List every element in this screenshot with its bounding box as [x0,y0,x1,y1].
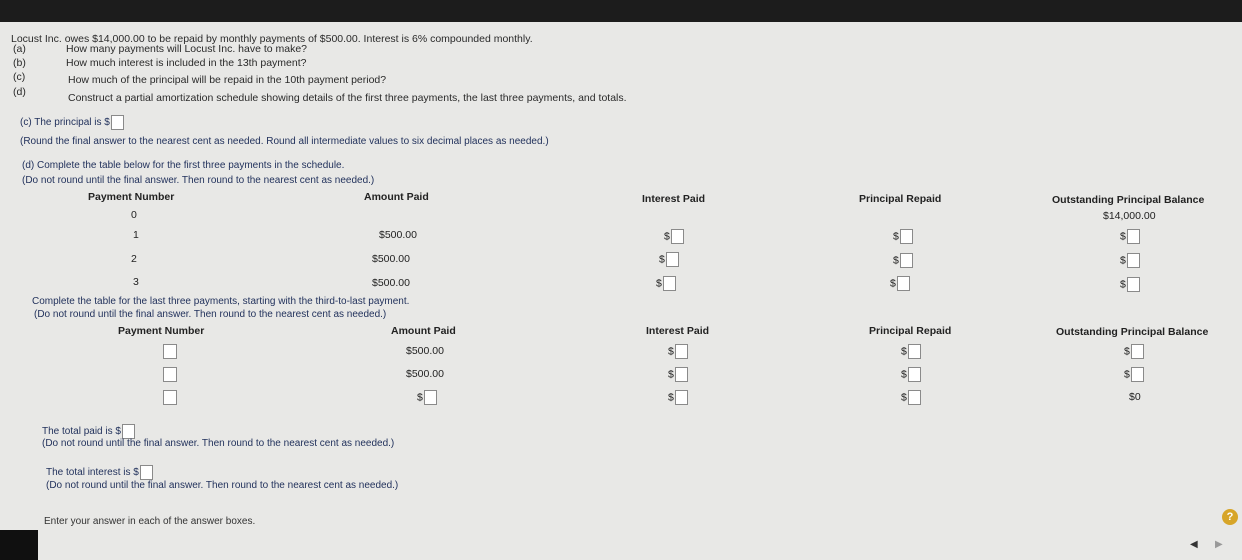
principal-repaid-2-input[interactable] [900,253,913,268]
help-icon[interactable]: ? [1222,509,1238,525]
col-header-payment-number: Payment Number [88,191,175,203]
col-header-interest-paid: Interest Paid [642,193,706,205]
answer-instruction: Enter your answer in each of the answer boxes. [44,516,256,527]
balance-0: $14,000.00 [1103,210,1156,222]
part-a-letter: (a) [13,43,26,55]
balance-3: $ [1120,277,1140,292]
next-arrow-icon[interactable]: ▶ [1215,539,1223,550]
balance-2-input[interactable] [1127,253,1140,268]
total-interest-input[interactable] [140,465,153,480]
payment-number-3: 3 [133,276,139,288]
interest-paid-third-last-input[interactable] [675,344,688,359]
part-b-letter: (b) [13,57,26,69]
interest-paid-2-input[interactable] [666,252,679,267]
total-paid-note: (Do not round until the final answer. Then round to the nearest cent as needed.) [42,438,395,449]
total-interest-note: (Do not round until the final answer. Then round to the nearest cent as needed.) [46,480,399,491]
interest-paid-last-input[interactable] [675,390,688,405]
interest-paid-last: $ [668,390,688,405]
total-interest-prompt [46,465,153,480]
part-d-letter: (d) [13,86,26,98]
amount-paid-1: $500.00 [379,229,417,241]
interest-paid-1-input[interactable] [671,229,684,244]
payment-number-1: 1 [133,229,139,241]
col-header-interest-paid-2: Interest Paid [646,325,710,337]
col-header-principal-repaid-2: Principal Repaid [869,325,952,337]
payment-number-0: 0 [131,209,137,221]
balance-third-last-input[interactable] [1131,344,1144,359]
amount-paid-last-input[interactable] [424,390,437,405]
principal-repaid-last: $ [901,390,921,405]
principal-repaid-second-last: $ [901,367,921,382]
amount-paid-second-last: $500.00 [406,368,444,380]
last-table-note: (Do not round until the final answer. Then round to the nearest cent as needed.) [34,309,387,320]
first-table-note: (Do not round until the final answer. Then round to the nearest cent as needed.) [22,175,375,186]
col-header-outstanding-balance-2: Outstanding Principal Balance [1056,326,1209,338]
col-header-principal-repaid: Principal Repaid [859,193,942,205]
amount-paid-3: $500.00 [372,277,410,289]
part-b-text: How much interest is included in the 13th payment? [66,57,307,69]
balance-1-input[interactable] [1127,229,1140,244]
interest-paid-1: $ [664,229,684,244]
interest-paid-2: $ [659,252,679,267]
interest-paid-second-last: $ [668,367,688,382]
interest-paid-3-input[interactable] [663,276,676,291]
balance-last: $0 [1129,391,1141,403]
part-c-text: How much of the principal will be repaid in the 10th payment period? [68,74,387,86]
col-header-amount-paid-2: Amount Paid [391,325,456,337]
prev-arrow-icon[interactable]: ◀ [1190,539,1198,550]
balance-third-last: $ [1124,344,1144,359]
left-edge [0,530,38,560]
total-paid-prompt [42,424,135,439]
principal-repaid-3: $ [890,276,910,291]
total-interest-label: The total interest is $ [46,467,139,479]
principal-repaid-last-input[interactable] [908,390,921,405]
payment-number-last-input[interactable] [163,390,177,405]
amount-paid-last: $ [417,390,437,405]
principal-repaid-third-last: $ [901,344,921,359]
balance-3-input[interactable] [1127,277,1140,292]
principal-label: (c) The principal is $ [20,117,110,129]
balance-1: $ [1120,229,1140,244]
principal-repaid-third-last-input[interactable] [908,344,921,359]
problem-intro: Locust Inc. owes $14,000.00 to be repaid by monthly payments of $500.00. Interest is 6% compounded monthly. [11,33,533,45]
payment-number-second-last-input[interactable] [163,367,177,382]
principal-repaid-second-last-input[interactable] [908,367,921,382]
amount-paid-2: $500.00 [372,253,410,265]
principal-note: (Round the final answer to the nearest cent as needed. Round all intermediate values to six decimal places as needed.) [20,136,549,147]
interest-paid-second-last-input[interactable] [675,367,688,382]
first-table-prompt: (d) Complete the table below for the first three payments in the schedule. [22,160,345,171]
col-header-amount-paid: Amount Paid [364,191,429,203]
total-paid-input[interactable] [122,424,135,439]
principal-repaid-3-input[interactable] [897,276,910,291]
payment-number-2: 2 [131,253,137,265]
part-c-letter: (c) [13,71,26,83]
principal-repaid-1-input[interactable] [900,229,913,244]
col-header-outstanding-balance: Outstanding Principal Balance [1052,194,1205,206]
interest-paid-third-last: $ [668,344,688,359]
last-table-prompt: Complete the table for the last three payments, starting with the third-to-last payment. [32,296,410,307]
principal-repaid-2: $ [893,253,913,268]
part-d-text: Construct a partial amortization schedule showing details of the first three payments, the last three payments, and totals. [68,92,627,104]
balance-second-last-input[interactable] [1131,367,1144,382]
col-header-payment-number-2: Payment Number [118,325,205,337]
principal-repaid-1: $ [893,229,913,244]
principal-prompt [20,115,124,130]
interest-paid-3: $ [656,276,676,291]
payment-number-third-last-input[interactable] [163,344,177,359]
principal-input[interactable] [111,115,124,130]
amount-paid-third-last: $500.00 [406,345,444,357]
balance-2: $ [1120,253,1140,268]
total-paid-label: The total paid is $ [42,426,121,438]
part-a-text: How many payments will Locust Inc. have to make? [66,43,308,55]
balance-second-last: $ [1124,367,1144,382]
